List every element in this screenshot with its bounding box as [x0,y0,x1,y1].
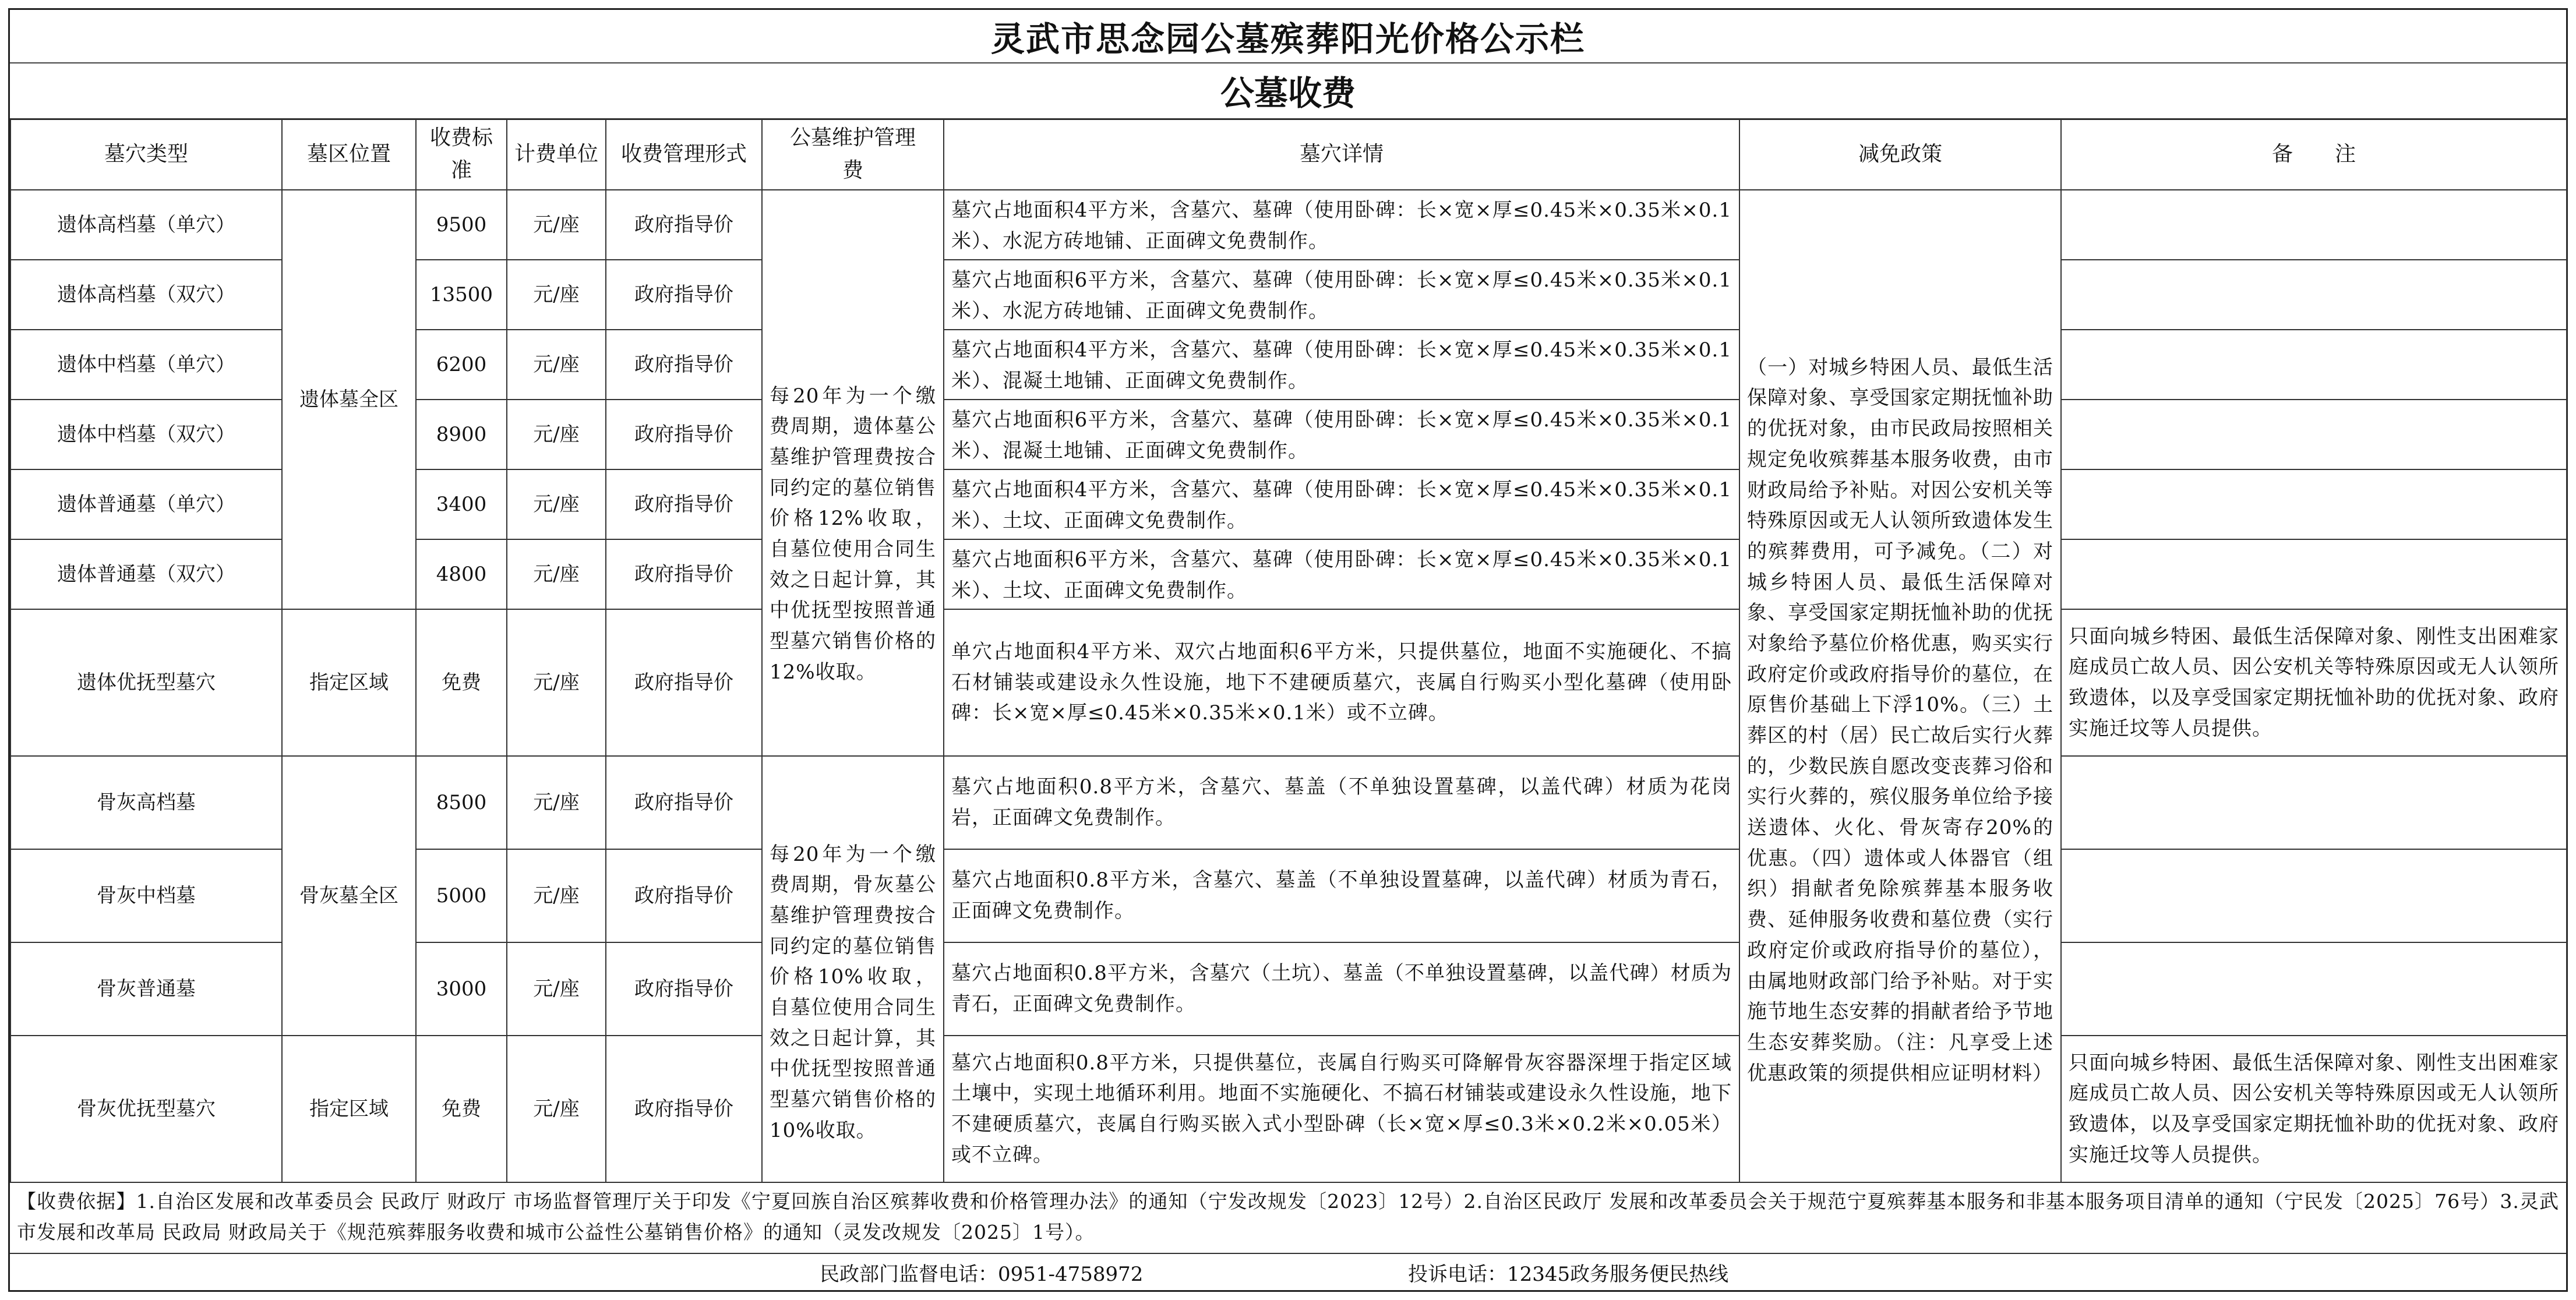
grave-type-cell: 骨灰高档墓 [10,756,282,849]
detail-cell: 墓穴占地面积4平方米，含墓穴、墓碑（使用卧碑：长×宽×厚≤0.45米×0.35米×0.1米）、土坟、正面碑文免费制作。 [944,469,1739,539]
form-cell: 政府指导价 [606,609,762,756]
column-header: 墓穴类型 [10,119,282,190]
form-cell: 政府指导价 [606,330,762,400]
unit-cell: 元/座 [507,260,606,330]
detail-cell: 墓穴占地面积4平方米，含墓穴、墓碑（使用卧碑：长×宽×厚≤0.45米×0.35米×0.1米）、混凝土地铺、正面碑文免费制作。 [944,330,1739,400]
unit-cell: 元/座 [507,756,606,849]
unit-cell: 元/座 [507,539,606,609]
detail-cell: 墓穴占地面积0.8平方米，含墓穴、墓盖（不单独设置墓碑，以盖代碑）材质为青石，正面碑文免费制作。 [944,849,1739,942]
page-subtitle: 公墓收费 [10,62,2566,120]
grave-type-cell: 骨灰中档墓 [10,849,282,942]
form-cell: 政府指导价 [606,756,762,849]
footer [10,1254,2566,1290]
complaint-phone: 投诉电话：12345政务服务便民热线 [1408,1262,1729,1286]
table-row [10,1036,2567,1182]
detail-cell: 墓穴占地面积0.8平方米，含墓穴、墓盖（不单独设置墓碑，以盖代碑）材质为花岗岩，正面碑文免费制作。 [944,756,1739,849]
fee-cell: 4800 [416,539,507,609]
unit-cell: 元/座 [507,400,606,469]
column-header: 公墓维护管理费 [762,119,944,190]
grave-type-cell: 遗体普通墓（双穴） [10,539,282,609]
form-cell: 政府指导价 [606,849,762,942]
form-cell: 政府指导价 [606,942,762,1036]
note-cell: 只面向城乡特困、最低生活保障对象、刚性支出困难家庭成员亡故人员、因公安机关等特殊原因或无人认领所致遗体，以及享受国家定期抚恤补助的优抚对象、政府实施迁坟等人员提供。 [2061,609,2567,756]
form-cell: 政府指导价 [606,1036,762,1182]
table-header-row [10,119,2567,190]
fee-cell: 5000 [416,849,507,942]
note-cell [2061,942,2567,1036]
note-cell [2061,190,2567,260]
grave-type-cell: 遗体中档墓（单穴） [10,330,282,400]
zone-cell: 遗体墓全区 [282,190,416,609]
note-cell [2061,539,2567,609]
fee-cell: 3400 [416,469,507,539]
page-title: 灵武市思念园公墓殡葬阳光价格公示栏 [10,10,2566,63]
detail-cell: 墓穴占地面积4平方米，含墓穴、墓碑（使用卧碑：长×宽×厚≤0.45米×0.35米×0.1米）、水泥方砖地铺、正面碑文免费制作。 [944,190,1739,260]
column-header: 墓区位置 [282,119,416,190]
note-cell [2061,330,2567,400]
maintenance-fee-cell: 每20年为一个缴费周期，遗体墓公墓维护管理费按合同约定的墓位销售价格12%收取，自墓位使用合同生效之日起计算，其中优抚型按照普通型墓穴销售价格的12%收取。 [762,190,944,756]
detail-cell: 墓穴占地面积6平方米，含墓穴、墓碑（使用卧碑：长×宽×厚≤0.45米×0.35米×0.1米）、混凝土地铺、正面碑文免费制作。 [944,400,1739,469]
grave-type-cell: 遗体优抚型墓穴 [10,609,282,756]
detail-cell: 墓穴占地面积6平方米，含墓穴、墓碑（使用卧碑：长×宽×厚≤0.45米×0.35米×0.1米）、土坟、正面碑文免费制作。 [944,539,1739,609]
unit-cell: 元/座 [507,1036,606,1182]
fee-cell: 8900 [416,400,507,469]
zone-cell: 指定区域 [282,609,416,756]
detail-cell: 墓穴占地面积0.8平方米，只提供墓位，丧属自行购买可降解骨灰容器深埋于指定区域土壤中，实现土地循环利用。地面不实施硬化、不搞石材铺装或建设永久性设施，地下不建硬质墓穴，丧属自行购买嵌入式小型卧碑（长×宽×厚≤0.3米×0.2米×0.05米）或不立碑。 [944,1036,1739,1182]
zone-cell: 指定区域 [282,1036,416,1182]
detail-cell: 墓穴占地面积0.8平方米，含墓穴（土坑）、墓盖（不单独设置墓碑，以盖代碑）材质为青石，正面碑文免费制作。 [944,942,1739,1036]
column-header: 墓穴详情 [944,119,1739,190]
form-cell: 政府指导价 [606,539,762,609]
form-cell: 政府指导价 [606,469,762,539]
fee-cell: 13500 [416,260,507,330]
fee-cell: 3000 [416,942,507,1036]
grave-type-cell: 骨灰优抚型墓穴 [10,1036,282,1182]
column-header: 收费标准 [416,119,507,190]
fee-cell: 6200 [416,330,507,400]
grave-type-cell: 遗体高档墓（单穴） [10,190,282,260]
note-cell [2061,756,2567,849]
price-notice-board [8,8,2568,1292]
grave-type-cell: 遗体高档墓（双穴） [10,260,282,330]
table-row [10,190,2567,260]
fee-cell: 8500 [416,756,507,849]
note-cell [2061,260,2567,330]
supervision-phone: 民政部门监督电话：0951-4758972 [820,1262,1144,1286]
note-cell [2061,400,2567,469]
column-header: 减免政策 [1739,119,2061,190]
fee-basis: 【收费依据】1.自治区发展和改革委员会 民政厅 财政厅 市场监督管理厅关于印发《宁夏回族自治区殡葬收费和价格管理办法》的通知（宁发改规发〔2023〕12号）2.自治区民政厅 发展和改革委员会关于规范宁夏殡葬基本服务和非基本服务项目清单的通知（宁民发〔2025〕76号）3.灵武市发展和改革局 民政局 财政局关于《规范殡葬服务收费和城市公益性公墓销售价格》的通知（灵发改规发〔2025〕1号）。 [10,1182,2566,1254]
column-header: 计费单位 [507,119,606,190]
form-cell: 政府指导价 [606,260,762,330]
table-row [10,756,2567,849]
fee-table [10,118,2567,1183]
note-cell [2061,469,2567,539]
column-header: 备 注 [2061,119,2567,190]
fee-cell: 免费 [416,609,507,756]
fee-cell: 免费 [416,1036,507,1182]
unit-cell: 元/座 [507,469,606,539]
table-row [10,609,2567,756]
maintenance-fee-cell: 每20年为一个缴费周期，骨灰墓公墓维护管理费按合同约定的墓位销售价格10%收取，自墓位使用合同生效之日起计算，其中优抚型按照普通型墓穴销售价格的10%收取。 [762,756,944,1182]
unit-cell: 元/座 [507,190,606,260]
form-cell: 政府指导价 [606,190,762,260]
note-cell: 只面向城乡特困、最低生活保障对象、刚性支出困难家庭成员亡故人员、因公安机关等特殊原因或无人认领所致遗体，以及享受国家定期抚恤补助的优抚对象、政府实施迁坟等人员提供。 [2061,1036,2567,1182]
grave-type-cell: 遗体普通墓（单穴） [10,469,282,539]
zone-cell: 骨灰墓全区 [282,756,416,1036]
column-header: 收费管理形式 [606,119,762,190]
grave-type-cell: 骨灰普通墓 [10,942,282,1036]
form-cell: 政府指导价 [606,400,762,469]
grave-type-cell: 遗体中档墓（双穴） [10,400,282,469]
unit-cell: 元/座 [507,849,606,942]
fee-cell: 9500 [416,190,507,260]
detail-cell: 单穴占地面积4平方米、双穴占地面积6平方米，只提供墓位，地面不实施硬化、不搞石材铺装或建设永久性设施，地下不建硬质墓穴，丧属自行购买小型化墓碑（使用卧碑：长×宽×厚≤0.45米×0.35米×0.1米）或不立碑。 [944,609,1739,756]
unit-cell: 元/座 [507,942,606,1036]
note-cell [2061,849,2567,942]
unit-cell: 元/座 [507,609,606,756]
unit-cell: 元/座 [507,330,606,400]
policy-cell: （一）对城乡特困人员、最低生活保障对象、享受国家定期抚恤补助的优抚对象，由市民政局按照相关规定免收殡葬基本服务收费，由市财政局给予补贴。对因公安机关等特殊原因或无人认领所致遗体发生的殡葬费用，可予减免。（二）对城乡特困人员、最低生活保障对象、享受国家定期抚恤补助的优抚对象给予墓位价格优惠，购买实行政府定价或政府指导价的墓位，在原售价基础上下浮10%。（三）土葬区的村（居）民亡故后实行火葬的，少数民族自愿改变丧葬习俗和实行火葬的，殡仪服务单位给予接送遗体、火化、骨灰寄存20%的优惠。（四）遗体或人体器官（组织）捐献者免除殡葬基本服务收费、延伸服务收费和墓位费（实行政府定价或政府指导价的墓位），由属地财政部门给予补贴。对于实施节地生态安葬的捐献者给予节地生态安葬奖励。（注：凡享受上述优惠政策的须提供相应证明材料） [1739,190,2061,1182]
detail-cell: 墓穴占地面积6平方米，含墓穴、墓碑（使用卧碑：长×宽×厚≤0.45米×0.35米×0.1米）、水泥方砖地铺、正面碑文免费制作。 [944,260,1739,330]
